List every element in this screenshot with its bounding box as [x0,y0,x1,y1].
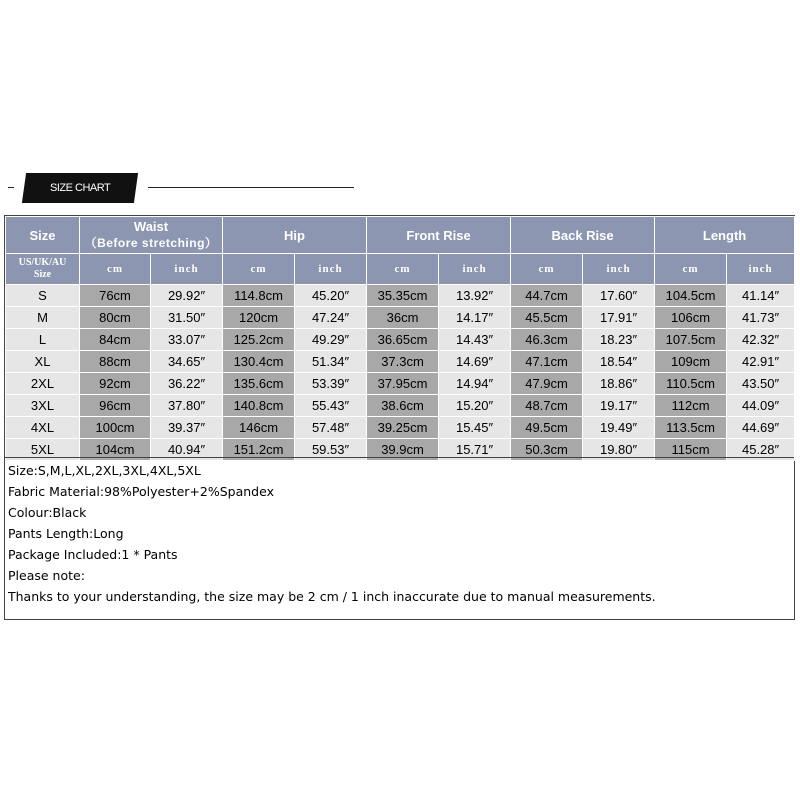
cm-cell: 107.5cm [655,329,727,351]
unit-cm: cm [511,254,583,285]
waist-sub-label: （Before stretching） [84,236,218,250]
cm-cell: 140.8cm [223,395,295,417]
cm-cell: 80cm [80,307,151,329]
unit-inch: inch [439,254,511,285]
cm-cell: 125.2cm [223,329,295,351]
cm-cell: 36.65cm [367,329,439,351]
size-cell: XL [6,351,80,373]
size-cell: 4XL [6,417,80,439]
inch-cell: 41.14″ [727,285,795,307]
size-region-header [6,254,80,285]
table-row [6,395,795,417]
cm-cell: 47.9cm [511,373,583,395]
inch-cell: 36.22″ [151,373,223,395]
table-header-row [6,217,795,254]
inch-cell: 59.53″ [295,439,367,461]
banner-tag [22,173,138,203]
table-row [6,351,795,373]
cm-cell: 100cm [80,417,151,439]
cm-cell: 50.3cm [511,439,583,461]
unit-cm: cm [80,254,151,285]
inch-cell: 45.20″ [295,285,367,307]
inch-cell: 34.65″ [151,351,223,373]
size-chart-sheet [4,215,795,620]
cm-cell: 109cm [655,351,727,373]
inch-cell: 53.39″ [295,373,367,395]
size-cell: 3XL [6,395,80,417]
cm-cell: 92cm [80,373,151,395]
unit-inch: inch [583,254,655,285]
inch-cell: 41.73″ [727,307,795,329]
banner-label: SIZE CHART [49,182,111,194]
inch-cell: 37.80″ [151,395,223,417]
table-row [6,417,795,439]
unit-inch: inch [295,254,367,285]
cm-cell: 49.5cm [511,417,583,439]
cm-cell: 38.6cm [367,395,439,417]
banner-dash [8,187,14,188]
inch-cell: 44.69″ [727,417,795,439]
inch-cell: 15.45″ [439,417,511,439]
cm-cell: 146cm [223,417,295,439]
hip-header: Hip [223,217,367,254]
inch-cell: 33.07″ [151,329,223,351]
inch-cell: 14.17″ [439,307,511,329]
cm-cell: 39.25cm [367,417,439,439]
cm-cell: 39.9cm [367,439,439,461]
cm-cell: 37.3cm [367,351,439,373]
inch-cell: 14.94″ [439,373,511,395]
cm-cell: 112cm [655,395,727,417]
inch-cell: 44.09″ [727,395,795,417]
inch-cell: 51.34″ [295,351,367,373]
note-line: Package Included:1 * Pants [8,547,178,562]
cm-cell: 106cm [655,307,727,329]
inch-cell: 13.92″ [439,285,511,307]
inch-cell: 17.91″ [583,307,655,329]
cm-cell: 88cm [80,351,151,373]
inch-cell: 15.20″ [439,395,511,417]
cm-cell: 76cm [80,285,151,307]
size-cell: M [6,307,80,329]
cm-cell: 135.6cm [223,373,295,395]
table-row [6,307,795,329]
product-notes [5,457,794,607]
note-line: Please note: [8,568,85,583]
cm-cell: 115cm [655,439,727,461]
inch-cell: 18.86″ [583,373,655,395]
inch-cell: 31.50″ [151,307,223,329]
size-header: Size [6,217,80,254]
table-body [6,285,795,461]
cm-cell: 46.3cm [511,329,583,351]
inch-cell: 14.69″ [439,351,511,373]
note-line: Size:S,M,L,XL,2XL,3XL,4XL,5XL [8,463,201,478]
inch-cell: 49.29″ [295,329,367,351]
size-table [5,216,795,461]
unit-inch: inch [151,254,223,285]
size-cell: 5XL [6,439,80,461]
unit-inch: inch [727,254,795,285]
cm-cell: 37.95cm [367,373,439,395]
back-rise-header: Back Rise [511,217,655,254]
inch-cell: 47.24″ [295,307,367,329]
cm-cell: 104.5cm [655,285,727,307]
cm-cell: 104cm [80,439,151,461]
inch-cell: 18.54″ [583,351,655,373]
note-line: Colour:Black [8,505,87,520]
inch-cell: 19.17″ [583,395,655,417]
size-cell: L [6,329,80,351]
inch-cell: 19.80″ [583,439,655,461]
size-cell: 2XL [6,373,80,395]
inch-cell: 55.43″ [295,395,367,417]
note-line: Fabric Material:98%Polyester+2%Spandex [8,484,274,499]
inch-cell: 19.49″ [583,417,655,439]
inch-cell: 43.50″ [727,373,795,395]
waist-label: Waist [133,219,169,234]
waist-header [80,217,223,254]
banner-rule [148,187,354,188]
front-rise-header: Front Rise [367,217,511,254]
inch-cell: 14.43″ [439,329,511,351]
note-line: Thanks to your understanding, the size may be 2 cm / 1 inch inaccurate due to manual measurements. [8,589,656,604]
inch-cell: 42.91″ [727,351,795,373]
size-region-line-1: US/UK/AU [18,257,67,268]
cm-cell: 96cm [80,395,151,417]
unit-cm: cm [223,254,295,285]
inch-cell: 39.37″ [151,417,223,439]
length-header: Length [655,217,795,254]
inch-cell: 42.32″ [727,329,795,351]
unit-cm: cm [655,254,727,285]
inch-cell: 17.60″ [583,285,655,307]
inch-cell: 18.23″ [583,329,655,351]
unit-header-row [6,254,795,285]
cm-cell: 84cm [80,329,151,351]
cm-cell: 48.7cm [511,395,583,417]
size-cell: S [6,285,80,307]
cm-cell: 110.5cm [655,373,727,395]
size-region-line-2: Size [33,269,52,280]
note-line: Pants Length:Long [8,526,124,541]
cm-cell: 45.5cm [511,307,583,329]
inch-cell: 29.92″ [151,285,223,307]
size-chart-banner [0,170,800,206]
table-row [6,373,795,395]
cm-cell: 120cm [223,307,295,329]
inch-cell: 40.94″ [151,439,223,461]
table-row [6,329,795,351]
cm-cell: 151.2cm [223,439,295,461]
cm-cell: 36cm [367,307,439,329]
cm-cell: 114.8cm [223,285,295,307]
inch-cell: 57.48″ [295,417,367,439]
inch-cell: 45.28″ [727,439,795,461]
cm-cell: 47.1cm [511,351,583,373]
table-row [6,285,795,307]
unit-cm: cm [367,254,439,285]
cm-cell: 113.5cm [655,417,727,439]
inch-cell: 15.71″ [439,439,511,461]
cm-cell: 44.7cm [511,285,583,307]
cm-cell: 130.4cm [223,351,295,373]
cm-cell: 35.35cm [367,285,439,307]
